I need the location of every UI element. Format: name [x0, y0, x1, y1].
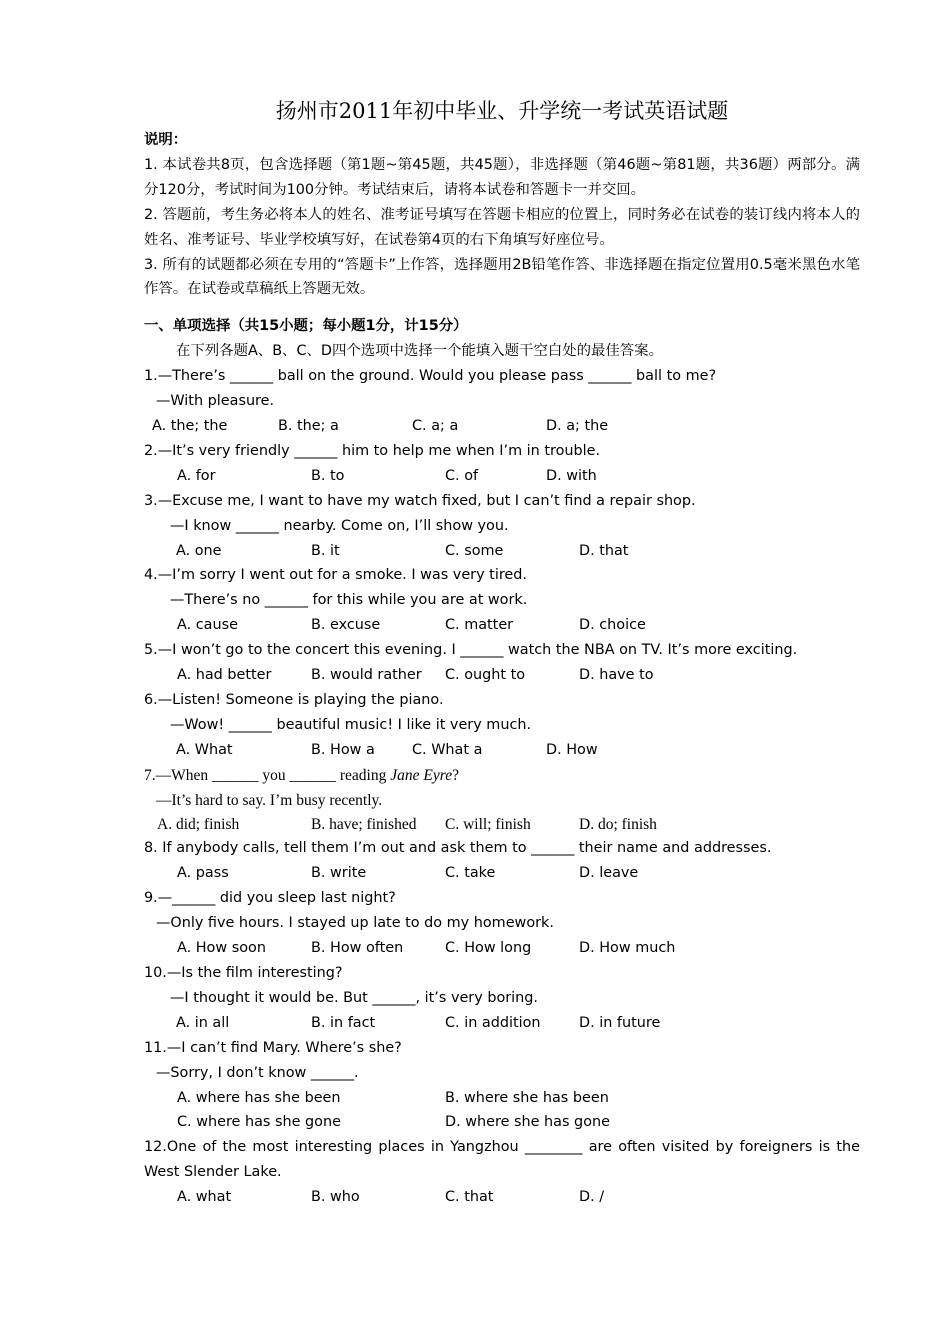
option-c: C. What a: [412, 741, 483, 758]
note-1: 1. 本试卷共8页，包含选择题（第1题~第45题，共45题），非选择题（第46题~第81题，共36题）两部分。满分120分，考试时间为100分钟。考试结束后，请将本试卷和答题卡一并交回。: [144, 156, 860, 198]
question-1-reply: —With pleasure.: [156, 393, 275, 410]
question-12-options: [144, 1185, 860, 1210]
option-d: D. How: [546, 741, 598, 758]
option-c: C. matter: [445, 617, 514, 634]
option-b: B. to: [311, 467, 345, 484]
question-7-stem: [144, 764, 860, 789]
section-heading: 一、单项选择（共15小题；每小题1分，计15分）: [144, 318, 468, 335]
option-a: A. What: [176, 741, 233, 758]
question-10-stem: 10.—Is the film interesting?: [144, 965, 343, 981]
book-title: Jane Eyre: [390, 766, 453, 784]
option-b: B. How a: [311, 741, 375, 758]
option-c: C. will; finish: [445, 816, 531, 834]
option-b: B. it: [311, 542, 340, 559]
option-d: D. that: [579, 542, 629, 559]
question-4-stem: 4.—I’m sorry I went out for a smoke. I was very tired.: [144, 567, 527, 584]
question-7-options: [144, 813, 860, 836]
question-11-options-row2: [144, 1110, 860, 1135]
option-a: A. did; finish: [157, 816, 240, 834]
question-5-options: [144, 663, 860, 688]
exam-page: [144, 96, 860, 1210]
option-d: D. with: [546, 467, 597, 484]
question-2-stem: 2.—It’s very friendly ______ him to help me when I’m in trouble.: [144, 442, 601, 459]
option-c: C. How long: [445, 940, 532, 957]
option-b: B. in fact: [311, 1014, 376, 1031]
question-4-reply: —There’s no ______ for this while you are at work.: [170, 592, 528, 609]
option-c: C. that: [445, 1189, 494, 1206]
question-9-options: [144, 936, 860, 961]
option-b: B. the; a: [278, 417, 339, 434]
question-7-stem-text: 7.—When ______ you ______ reading: [144, 766, 391, 784]
option-d: D. in future: [579, 1014, 661, 1031]
option-a: A. in all: [176, 1014, 230, 1031]
option-a: A. the; the: [152, 417, 228, 434]
option-d: D. a; the: [546, 417, 609, 434]
question-9-stem: 9.—______ did you sleep last night?: [144, 890, 396, 907]
question-4-options: [144, 613, 860, 638]
question-6-options: [144, 738, 860, 763]
option-a: A. what: [177, 1189, 232, 1206]
option-c: C. in addition: [445, 1014, 541, 1031]
page-title: 扬州市2011年初中毕业、升学统一考试英语试题: [275, 99, 729, 123]
option-a: A. one: [176, 542, 222, 559]
option-c: C. some: [445, 542, 504, 559]
section-instruction: 在下列各题A、B、C、D四个选项中选择一个能填入题干空白处的最佳答案。: [176, 343, 663, 360]
option-a: A. where has she been: [177, 1089, 341, 1106]
question-9-reply: —Only five hours. I stayed up late to do my homework.: [156, 915, 554, 932]
question-6-stem: 6.—Listen! Someone is playing the piano.: [144, 691, 444, 708]
question-10-options: [144, 1011, 860, 1036]
question-7-stem-end: ?: [452, 766, 459, 784]
option-c: C. a; a: [412, 417, 459, 434]
option-a: A. cause: [177, 617, 238, 634]
option-c: C. where has she gone: [177, 1114, 341, 1131]
question-11-stem: 11.—I can’t find Mary. Where’s she?: [144, 1039, 402, 1056]
option-d: D. leave: [579, 865, 639, 882]
question-11-options-row1: [144, 1086, 860, 1111]
option-c: C. of: [445, 467, 479, 484]
question-2-options: [144, 464, 860, 489]
notes-heading: 说明：: [144, 132, 188, 148]
question-12-stem: 12.One of the most interesting places in Yangzhou ________ are often visited by foreigners is the West Slender Lake.: [144, 1139, 860, 1181]
option-b: B. would rather: [311, 667, 422, 684]
option-d: D. where she has gone: [445, 1114, 610, 1131]
question-5-stem: 5.—I won’t go to the concert this evening. I ______ watch the NBA on TV. It’s more exciting.: [144, 642, 798, 659]
option-a: A. How soon: [177, 940, 266, 957]
question-7-reply: —It’s hard to say. I’m busy recently.: [156, 791, 383, 809]
question-6-reply: —Wow! ______ beautiful music! I like it very much.: [170, 716, 532, 733]
option-d: D. /: [579, 1189, 605, 1206]
note-2: 2. 答题前，考生务必将本人的姓名、准考证号填写在答题卡相应的位置上，同时务必在试卷的装订线内将本人的姓名、准考证号、毕业学校填写好，在试卷第4页的右下角填写好座位号。: [144, 206, 860, 248]
option-a: A. had better: [177, 667, 272, 684]
note-3: 3. 所有的试题都必须在专用的“答题卡”上作答，选择题用2B铅笔作答、非选择题在指定位置用0.5毫米黑色水笔作答。在试卷或草稿纸上答题无效。: [144, 256, 860, 298]
option-b: B. where she has been: [445, 1089, 609, 1106]
option-b: B. who: [311, 1189, 360, 1206]
option-a: A. for: [177, 467, 216, 484]
option-d: D. do; finish: [579, 816, 657, 834]
question-1-stem: 1.—There’s ______ ball on the ground. Would you please pass ______ ball to me?: [144, 368, 717, 385]
question-3-options: [144, 539, 860, 564]
option-d: D. choice: [579, 617, 646, 634]
question-8-stem: 8. If anybody calls, tell them I’m out and ask them to ______ their name and addresses.: [144, 840, 772, 857]
option-b: B. have; finished: [311, 816, 417, 834]
option-c: C. take: [445, 865, 496, 882]
question-1-options: [144, 414, 860, 439]
option-d: D. How much: [579, 940, 676, 957]
question-8-options: [144, 861, 860, 886]
option-b: B. write: [311, 865, 367, 882]
question-3-stem: 3.—Excuse me, I want to have my watch fixed, but I can’t find a repair shop.: [144, 492, 696, 509]
option-b: B. excuse: [311, 617, 381, 634]
option-d: D. have to: [579, 667, 654, 684]
question-11-reply: —Sorry, I don’t know ______.: [156, 1064, 359, 1081]
option-c: C. ought to: [445, 667, 526, 684]
question-3-reply: —I know ______ nearby. Come on, I’ll show you.: [170, 517, 509, 534]
question-10-reply: —I thought it would be. But ______, it’s very boring.: [170, 989, 539, 1006]
option-a: A. pass: [177, 865, 229, 882]
option-b: B. How often: [311, 940, 404, 957]
